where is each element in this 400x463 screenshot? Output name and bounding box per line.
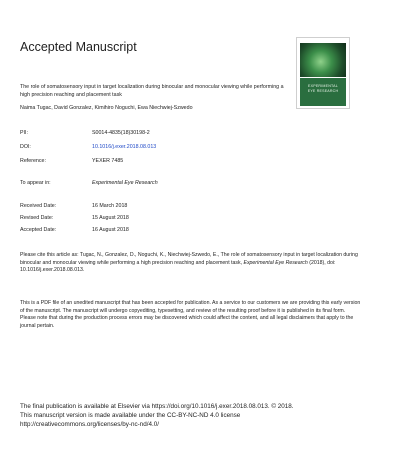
- author-list: Naima Tugac, David Gonzalez, Kimihiro Noguchi, Ewa Niechwiej-Szwedo: [20, 105, 193, 111]
- meta-label: Received Date:: [20, 203, 57, 209]
- cover-image: [300, 43, 346, 77]
- meta-label: Revised Date:: [20, 215, 54, 221]
- page-heading: Accepted Manuscript: [20, 40, 137, 54]
- meta-row-revised: [0, 215, 400, 223]
- disclaimer-paragraph: This is a PDF file of an unedited manuscript that has been accepted for publication. As a service to our customers we are providing this early version of the manuscript. The manuscript will undergo copyediting, typesetting, and review of the resulting proof before it is published in its final form. Please note that during the production process errors may be discovered which could affect the content, and all legal disclaimers that apply to the journal pertain.: [20, 300, 361, 329]
- footer-notice: [20, 402, 370, 430]
- meta-value: 16 March 2018: [92, 203, 128, 209]
- article-title: The role of somatosensory input in target localization during binocular and monocular viewing while performing a high precision reaching and placement task: [20, 84, 284, 98]
- meta-value: 16 August 2018: [92, 227, 129, 233]
- meta-label: Reference:: [20, 158, 46, 164]
- citation-journal: Experimental Eye Research: [243, 259, 308, 266]
- meta-value: 15 August 2018: [92, 215, 129, 221]
- citation-paragraph: Please cite this article as: Tugac, N., Gonzalez, D., Noguchi, K., Niechwiej-Szwedo, E., The role of somatosensory input in target localization during binocular and monocular viewing while performing a high precision reaching and placement task, Experimental Eye Research (2018), doi: 10.1016/j.exer.2018.08.013.: [20, 252, 358, 273]
- footer-license-link[interactable]: http://creativecommons.org/licenses/by-nc-nd/4.0/: [20, 421, 159, 429]
- journal-name: Experimental Eye Research: [92, 180, 158, 186]
- footer-doi-link[interactable]: https://doi.org/10.1016/j.exer.2018.08.013: [151, 403, 268, 410]
- meta-row-reference: [0, 158, 400, 166]
- footer-line-2: This manuscript version is made available under the CC-BY-NC-ND 4.0 license: [20, 412, 241, 420]
- meta-row-appear: [0, 180, 400, 188]
- meta-label: PII:: [20, 130, 28, 136]
- journal-cover-thumbnail: [296, 37, 350, 109]
- meta-row-received: [0, 203, 400, 211]
- meta-row-pii: [0, 130, 400, 138]
- meta-row-doi: [0, 144, 400, 152]
- meta-label: Accepted Date:: [20, 227, 57, 233]
- meta-label: To appear in:: [20, 180, 51, 186]
- meta-value: YEXER 7485: [92, 158, 124, 164]
- cover-journal-name: EXPERIMENTAL EYE RESEARCH: [300, 78, 346, 106]
- meta-row-accepted: [0, 227, 400, 235]
- meta-label: DOI:: [20, 144, 31, 150]
- footer-line-1: The final publication is available at Elsevier via https://doi.org/10.1016/j.exer.2018.08.013. © 2018.: [20, 403, 294, 410]
- doi-link[interactable]: 10.1016/j.exer.2018.08.013: [92, 144, 157, 150]
- meta-value: S0014-4835(18)30198-2: [92, 130, 150, 136]
